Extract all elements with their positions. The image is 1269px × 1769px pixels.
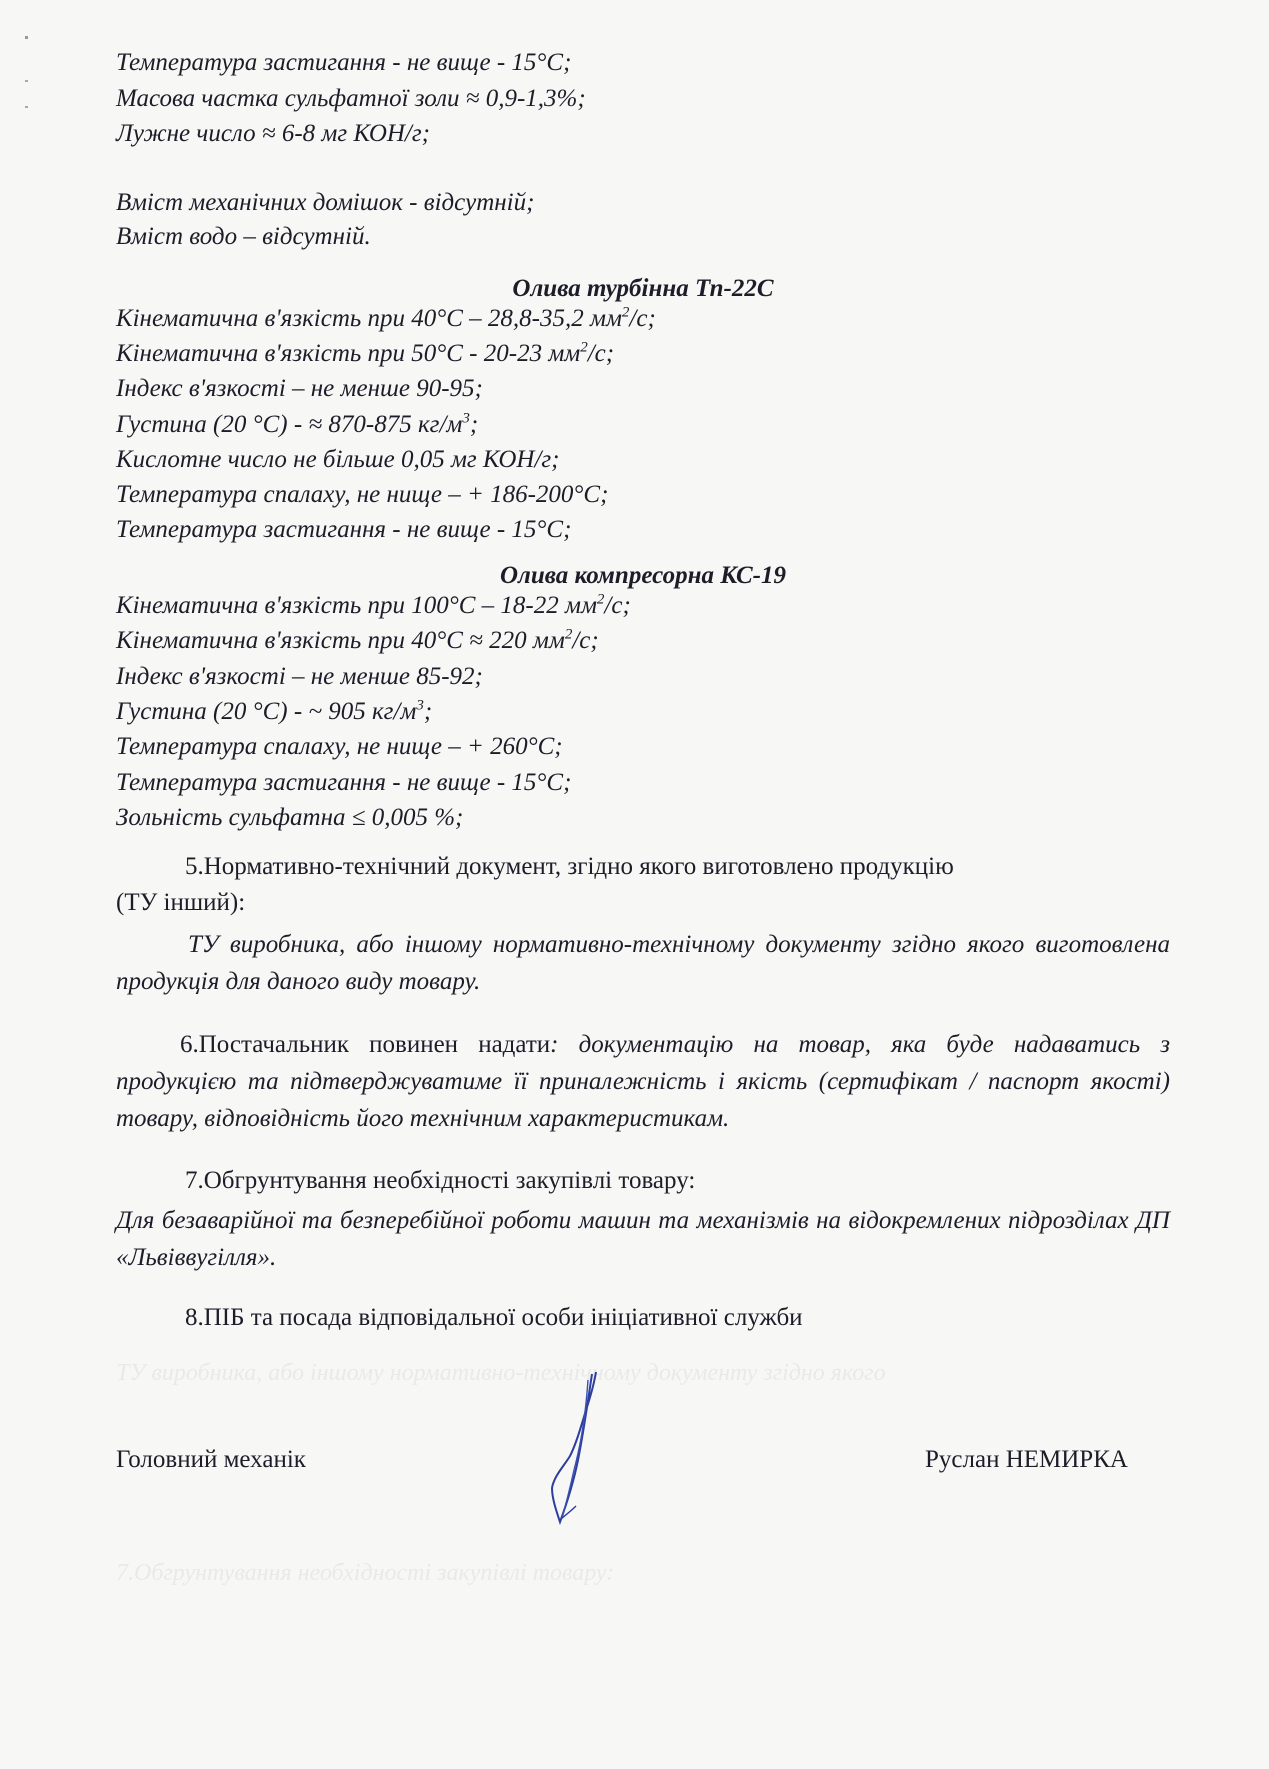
spec-text: Кінематична в'язкість при 100°С – 18-22 мм: [116, 592, 597, 619]
section-heading-compressor-oil: Олива компресорна КС-19: [500, 562, 786, 589]
spec-text: Температура застигання - не вище - 15°С;: [116, 516, 572, 544]
spec-text-suffix: /с;: [629, 305, 656, 332]
section-5-text: ТУ виробника, або іншому нормативно-технічному документу згідно якого виготовлена продукція для даного виду товару.: [116, 931, 1170, 995]
spec-line: [116, 591, 631, 621]
spec-line: [116, 803, 463, 833]
section-7-text: Для безаварійної та безперебійної роботи машин та механізмів на відокремлених підрозділах ДП «Львіввугілля».: [116, 1207, 1170, 1271]
scan-edge-marks: [24, 36, 32, 121]
handwritten-signature: [530, 1370, 620, 1535]
spec-line: Лужне число ≈ 6-8 мг КОН/г;: [116, 120, 430, 147]
spec-line: Масова частка сульфатної золи ≈ 0,9-1,3%;: [116, 85, 586, 112]
spec-line: Температура застигання - не вище - 15°С;: [116, 49, 572, 76]
spec-text-suffix: /с;: [604, 592, 631, 619]
spec-text: Густина (20 °С) - ≈ 870-875 кг/м: [116, 410, 463, 438]
spec-superscript: 2: [596, 591, 605, 608]
section-6-label: 6.Постачальник повинен надати: [180, 1031, 551, 1058]
spec-line: [116, 374, 483, 404]
spec-text: Кінематична в'язкість при 40°С – 28,8-35,2 мм: [116, 305, 622, 332]
spec-line: [116, 732, 563, 762]
spec-text-suffix: /с;: [587, 340, 615, 368]
spec-text: Кислотне число не більше 0,05 мг КОН/г;: [116, 445, 560, 473]
spec-text: Індекс в'язкості – не менше 85-92;: [116, 662, 483, 690]
signatory-position: Головний механік: [116, 1446, 306, 1473]
spec-text: Температура застигання - не вище - 15°С;: [116, 768, 572, 796]
spec-text-suffix: ;: [423, 697, 433, 725]
section-5-label: 5.Нормативно-технічний документ, згідно якого виготовлено продукцію: [185, 853, 954, 880]
spec-line: Вміст водо – відсутній.: [116, 223, 371, 250]
spec-line: [116, 410, 478, 440]
spec-superscript: 3: [462, 410, 470, 427]
spec-line: [116, 480, 608, 510]
spec-superscript: 2: [580, 339, 588, 356]
signatory-name: Руслан НЕМИРКА: [925, 1446, 1128, 1473]
spec-text-suffix: /с;: [572, 627, 599, 655]
section-8-label: 8.ПІБ та посада відповідальної особи ініціативної служби: [185, 1304, 803, 1331]
spec-line: [116, 626, 599, 656]
section-5-label-cont: (ТУ інший):: [116, 889, 246, 916]
section-7-label: 7.Обгрунтування необхідності закупівлі товару:: [185, 1167, 696, 1194]
spec-line: [116, 662, 483, 692]
spec-superscript: 3: [416, 697, 424, 714]
spec-line: Вміст механічних домішок - відсутній;: [116, 189, 535, 216]
section-6-paragraph: [116, 1026, 1170, 1137]
spec-text: Кінематична в'язкість при 40°С ≈ 220 мм: [116, 627, 565, 655]
spec-line: [116, 697, 432, 727]
spec-line: [116, 768, 571, 798]
spec-text: Кінематична в'язкість при 50°С - 20-23 мм: [116, 340, 581, 368]
spec-line: [116, 515, 571, 545]
spec-line: [116, 339, 614, 369]
section-heading-turbine-oil: Олива турбінна Тп-22С: [512, 275, 774, 302]
spec-superscript: 2: [564, 626, 573, 643]
bleed-through-text: ТУ виробника, або іншому нормативно-технічному документу згідно якого: [116, 1360, 886, 1386]
spec-text: Зольність сульфатна ≤ 0,005 %;: [116, 803, 464, 831]
spec-text: Температура спалаху, не нище – + 260°С;: [116, 733, 563, 761]
spec-text: Густина (20 °С) - ~ 905 кг/м: [116, 697, 417, 725]
spec-superscript: 2: [621, 304, 630, 321]
spec-line: [116, 304, 656, 334]
spec-text: Температура спалаху, не нище – + 186-200°С;: [116, 481, 609, 508]
spec-text-suffix: ;: [469, 410, 479, 438]
spec-text: Індекс в'язкості – не менше 90-95;: [116, 375, 483, 403]
spec-line: [116, 445, 559, 475]
section-6-text: : документацію на товар, яка буде надаватись з продукцією та підтверджуватиме її приналежність і якість (сертифікат / паспорт якості) товару, відповідність його технічним характеристикам.: [116, 1031, 1170, 1132]
bleed-through-text: 7.Обгрунтування необхідності закупівлі товару:: [116, 1560, 615, 1586]
